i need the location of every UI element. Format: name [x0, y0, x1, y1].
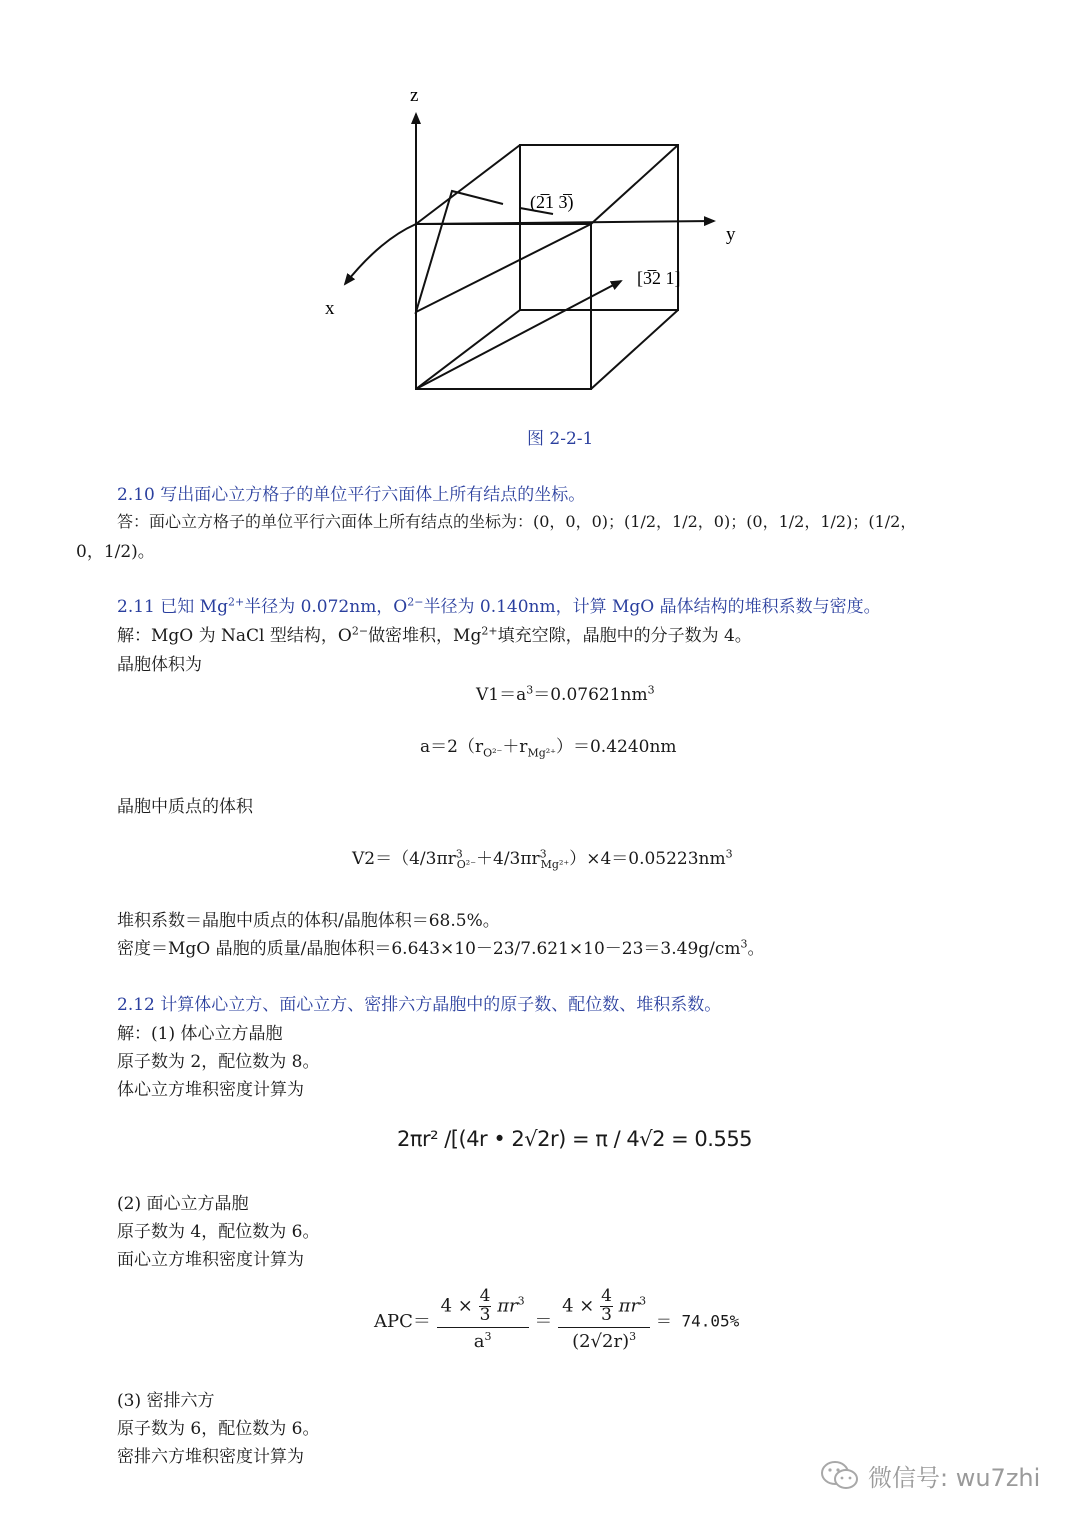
bcc-formula: 2πr² /[(4r • 2√2r) = π / 4√2 = 0.555	[397, 1127, 753, 1151]
z-axis-label: z	[410, 85, 419, 106]
a-equation: $a=2(r_{O^{2-}}+r_{Mg^{2+}})=0.4240nm$	[420, 737, 677, 760]
q211-title: 2.11 已知 $Mg^{2+}$半径为 0.072nm，$O^{2-}$半径为 0.140nm，计算 MgO 晶体结构的堆积系数与密度。	[117, 595, 881, 617]
cube-front-face	[416, 224, 591, 389]
hcp-density-label: 密排六方堆积密度计算为	[117, 1447, 304, 1467]
crystal-diagram	[300, 70, 770, 410]
q210-answer-line2: 0，1/2)。	[76, 542, 155, 562]
apc-fraction-2: 4 × $\frac{4}{3}$ $\pi r^3$ $(2√2r)^3$	[558, 1288, 650, 1352]
fcc-counts: 原子数为 4，配位数为 6。	[117, 1222, 320, 1242]
fcc-heading: (2) 面心立方晶胞	[117, 1194, 249, 1214]
y-axis-label: y	[726, 224, 736, 245]
fcc-density-label: 面心立方堆积密度计算为	[117, 1250, 304, 1270]
q212-solution-1: 解：(1) 体心立方晶胞	[117, 1024, 283, 1044]
watermark-text: 微信号: wu7zhi	[868, 1464, 1041, 1492]
apc-formula: APC＝ 4 × $\frac{4}{3}$ $\pi r^3$ $a^3$ ＝ 4 × $\frac{4}{3}$ $\pi r^3$ $(2√2r)^3$ ＝ 74.05%	[374, 1286, 740, 1352]
hcp-counts: 原子数为 6，配位数为 6。	[117, 1419, 320, 1439]
x-axis-label: x	[325, 298, 335, 319]
v1-equation: $V1=a^3=0.07621nm^3$	[476, 683, 655, 705]
plane-label: (2̅1 3̅)	[530, 192, 574, 212]
q210-title: 2.10 写出面心立方格子的单位平行六面体上所有结点的坐标。	[117, 485, 586, 505]
figure-caption: 图 2-2-1	[527, 429, 594, 449]
watermark	[820, 1458, 1040, 1493]
direction-label: [3̅2 1]	[637, 268, 681, 288]
bcc-density-label: 体心立方堆积密度计算为	[117, 1080, 304, 1100]
apc-fraction-1: 4 × $\frac{4}{3}$ $\pi r^3$ $a^3$	[437, 1288, 529, 1352]
v2-equation: $V2=(4/3\pi r^3_{O^{2-}}+4/3\pi r^3_{Mg^{2+}})\times 4=0.05223nm^3$	[352, 847, 733, 872]
x-axis	[345, 224, 416, 284]
cell-volume-label: 晶胞体积为	[117, 655, 202, 675]
hcp-heading: (3) 密排六方	[117, 1391, 215, 1411]
packing-factor: 堆积系数＝晶胞中质点的体积/晶胞体积＝68.5%。	[117, 911, 500, 931]
q212-title: 2.12 计算体心立方、面心立方、密排六方晶胞中的原子数、配位数、堆积系数。	[117, 995, 722, 1015]
q211-solution: 解：MgO 为 NaCl 型结构，$O^{2-}$做密堆积，$Mg^{2+}$填充空隙，晶胞中的分子数为 4。	[117, 624, 752, 646]
q210-answer-line1: 答：面心立方格子的单位平行六面体上所有结点的坐标为：(0，0，0)；(1/2，1/2，0)；(0，1/2，1/2)；(1/2，	[117, 512, 917, 531]
wechat-icon	[820, 1460, 860, 1492]
bcc-counts: 原子数为 2，配位数为 8。	[117, 1052, 320, 1072]
density-line: 密度＝MgO 晶胞的质量/晶胞体积$=6.643\times 10-23/7.621\times 10-23=3.49g/cm^3$。	[117, 937, 765, 959]
particle-volume-label: 晶胞中质点的体积	[117, 797, 253, 817]
